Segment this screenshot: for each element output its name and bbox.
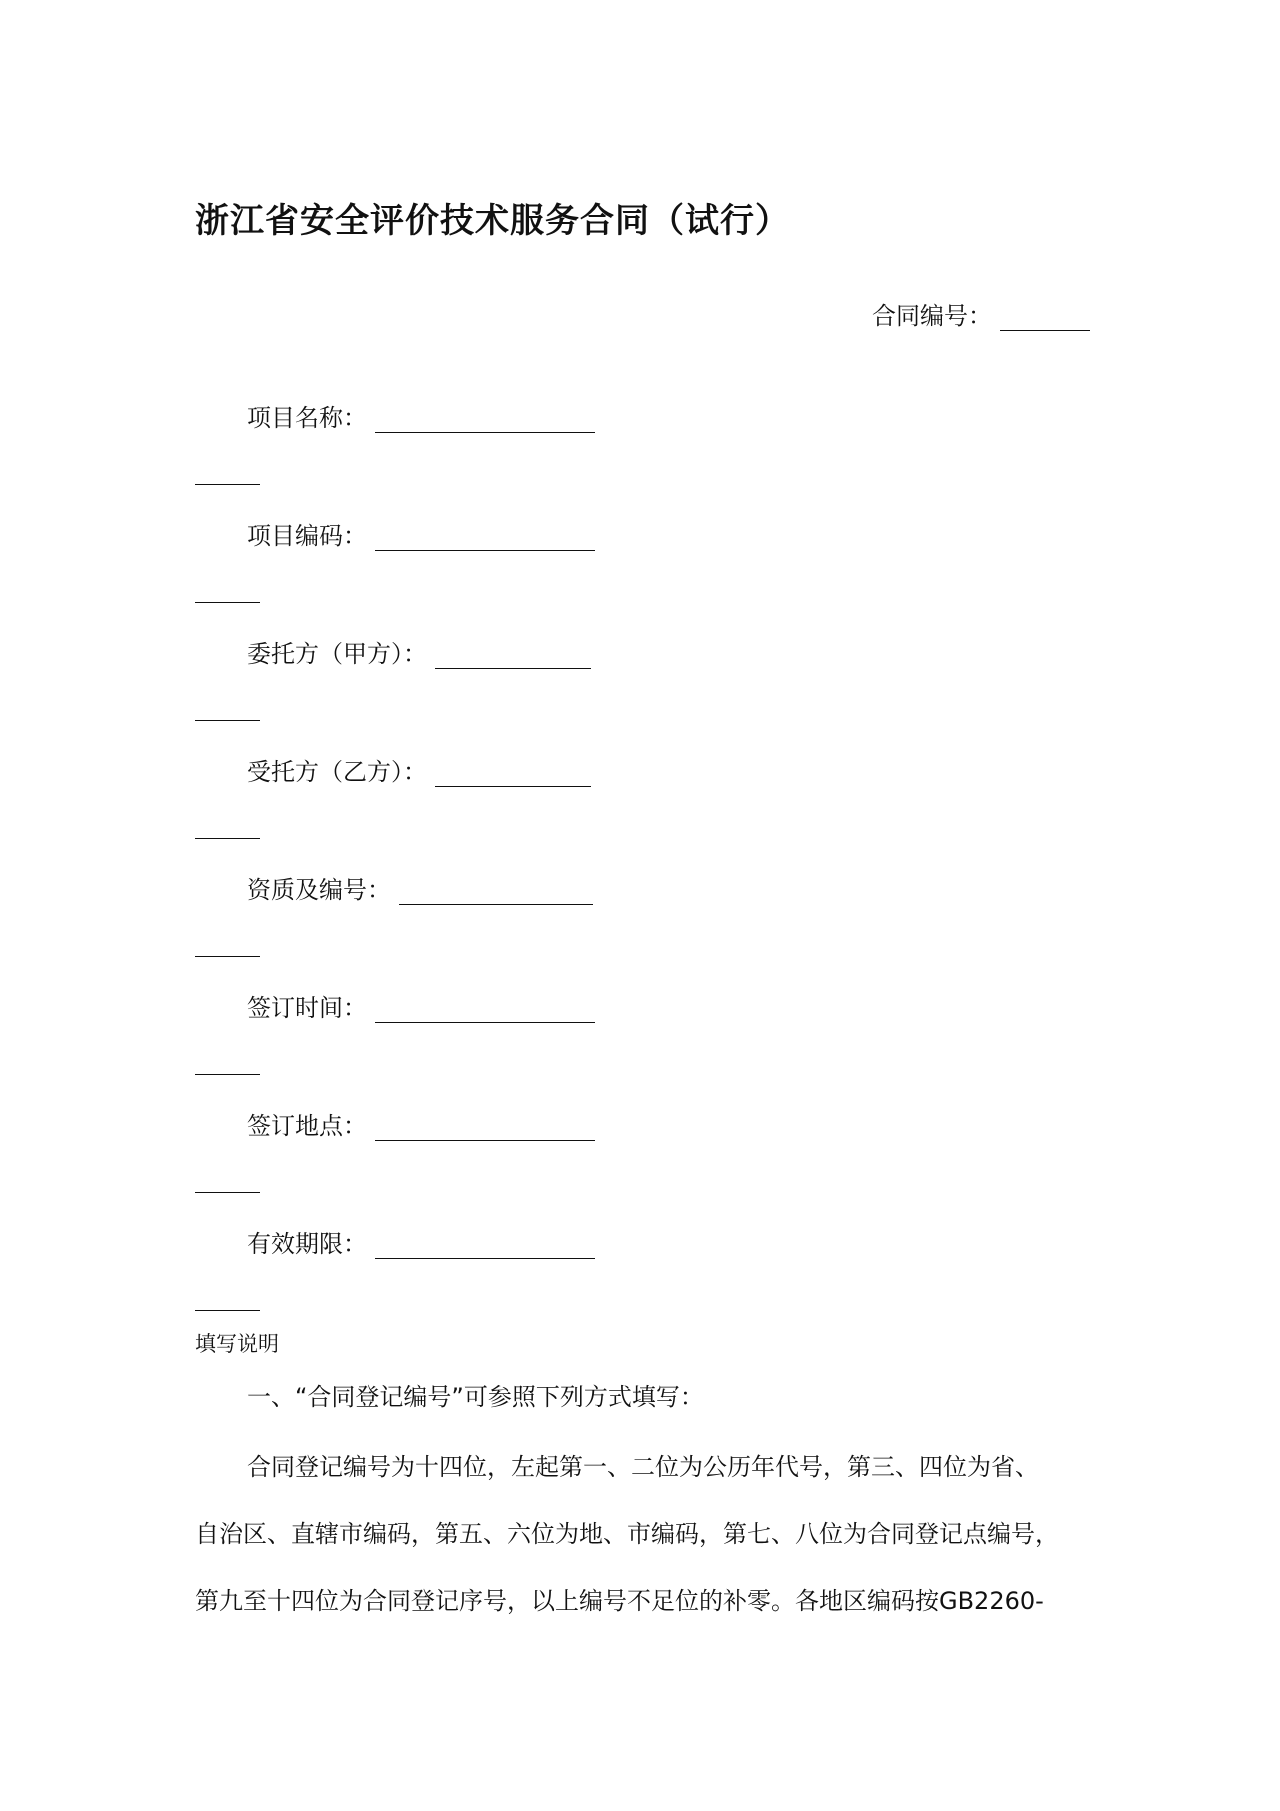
- contract-number-label: 合同编号：: [872, 302, 992, 330]
- notes-line: 自治区、直辖市编码，第五、六位为地、市编码，第七、八位为合同登记点编号，: [195, 1520, 1059, 1548]
- field-label: 项目名称：: [247, 404, 367, 432]
- field-label: 资质及编号：: [247, 876, 391, 904]
- field-label: 受托方（乙方）：: [247, 758, 427, 786]
- field-blank[interactable]: [375, 1234, 595, 1259]
- field-validity: [247, 1224, 595, 1259]
- contract-number: [872, 296, 1090, 331]
- field-blank[interactable]: [435, 644, 591, 669]
- field-blank[interactable]: [399, 880, 593, 905]
- field-tail-line: [195, 1192, 260, 1193]
- field-project-code: [247, 516, 595, 551]
- field-blank[interactable]: [435, 762, 591, 787]
- field-tail-line: [195, 956, 260, 957]
- field-label: 签订时间：: [247, 994, 367, 1022]
- field-project-name: [247, 398, 595, 433]
- field-client: [247, 634, 591, 669]
- contract-number-blank[interactable]: [1000, 306, 1090, 331]
- notes-line: 合同登记编号为十四位，左起第一、二位为公历年代号，第三、四位为省、: [247, 1453, 1039, 1481]
- notes-item-1: 一、“合同登记编号”可参照下列方式填写：: [247, 1383, 704, 1411]
- field-blank[interactable]: [375, 1116, 595, 1141]
- field-tail-line: [195, 1310, 260, 1311]
- field-tail-line: [195, 484, 260, 485]
- field-blank[interactable]: [375, 998, 595, 1023]
- field-tail-line: [195, 1074, 260, 1075]
- field-blank[interactable]: [375, 526, 595, 551]
- field-contractor: [247, 752, 591, 787]
- notes-line: 第九至十四位为合同登记序号，以上编号不足位的补零。各地区编码按GB2260-: [195, 1587, 1044, 1615]
- field-tail-line: [195, 602, 260, 603]
- notes-title: 填写说明: [195, 1332, 279, 1356]
- field-tail-line: [195, 720, 260, 721]
- field-qualification: [247, 870, 593, 905]
- field-label: 有效期限：: [247, 1230, 367, 1258]
- field-sign-place: [247, 1106, 595, 1141]
- field-blank[interactable]: [375, 408, 595, 433]
- field-sign-date: [247, 988, 595, 1023]
- field-label: 签订地点：: [247, 1112, 367, 1140]
- field-label: 委托方（甲方）：: [247, 640, 427, 668]
- document-title: 浙江省安全评价技术服务合同（试行）: [195, 201, 790, 241]
- field-label: 项目编码：: [247, 522, 367, 550]
- field-tail-line: [195, 838, 260, 839]
